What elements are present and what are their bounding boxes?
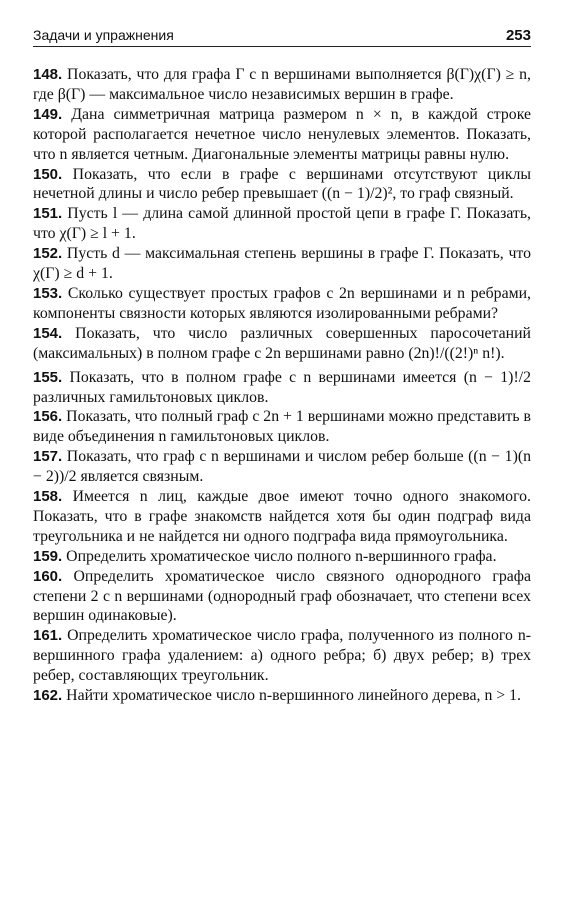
- problem-148: [33, 65, 531, 105]
- problem-number: 153.: [33, 284, 63, 302]
- problem-number: 154.: [33, 324, 63, 342]
- problem-text: Показать, что если в графе с вершинами отсутствуют циклы нечетной длины и число ребер превышает ((n − 1)/2)², то граф связный.: [33, 165, 531, 203]
- problem-text: Сколько существует простых графов с 2n вершинами и n ребрами, компоненты связности которых являются изолированными ребрами?: [33, 284, 531, 322]
- problem-text: Показать, что в полном графе с n вершинами имеется (n − 1)!/2 различных гамильтоновых циклов.: [33, 368, 531, 406]
- problem-number: 151.: [33, 205, 63, 223]
- problem-155: [33, 368, 531, 408]
- problem-number: 148.: [33, 66, 63, 83]
- problem-number: 149.: [33, 105, 63, 123]
- problem-number: 157.: [33, 448, 63, 466]
- problem-number: 155.: [33, 368, 63, 386]
- problem-text: Определить хроматическое число связного однородного графа степени 2 с n вершинами (однородный граф обозначает, что степени всех вершин одинаковые).: [33, 567, 531, 625]
- problem-157: [33, 447, 531, 487]
- problem-number: 162.: [33, 687, 63, 705]
- problem-text: Определить хроматическое число графа, полученного из полного n-вершинного графа удалением: а) одного ребра; б) двух ребер; в) трех ребер, составляющих треугольник.: [33, 627, 531, 685]
- problem-number: 150.: [33, 165, 63, 183]
- problem-text: Показать, что для графа Γ с n вершинами выполняется β(Γ)χ(Γ) ≥ n, где β(Γ) — максимальное число независимых вершин в графе.: [33, 66, 531, 103]
- problem-150: [33, 165, 531, 205]
- problem-number: 156.: [33, 408, 63, 426]
- problem-text: Пусть d — максимальная степень вершины в графе Γ. Показать, что χ(Γ) ≥ d + 1.: [33, 245, 531, 283]
- problem-number: 160.: [33, 567, 63, 585]
- problem-text: Показать, что полный граф с 2n + 1 вершинами можно представить в виде объединения n гамильтоновых циклов.: [33, 408, 531, 446]
- problem-156: [33, 407, 531, 447]
- problem-162: [33, 686, 531, 706]
- problem-text: Найти хроматическое число n-вершинного линейного дерева, n > 1.: [66, 687, 522, 705]
- problem-number: 158.: [33, 488, 63, 506]
- page-number: 253: [505, 27, 531, 44]
- problem-159: [33, 547, 531, 567]
- problem-153: [33, 284, 531, 324]
- problem-151: [33, 204, 531, 244]
- problem-number: 152.: [33, 245, 63, 263]
- problem-149: [33, 105, 531, 165]
- problem-158: [33, 487, 531, 547]
- problem-text: Показать, что граф с n вершинами и числом ребер больше ((n − 1)(n − 2))/2 является связным.: [33, 448, 531, 486]
- problem-154: [33, 324, 531, 364]
- problem-161: [33, 626, 531, 686]
- problem-160: [33, 567, 531, 627]
- problem-text: Дана симметричная матрица размером n × n, в каждой строке которой располагается нечетное число ненулевых элементов. Показать, что n является четным. Диагональные элементы матрицы равны нулю.: [33, 105, 531, 163]
- problem-number: 159.: [33, 547, 63, 565]
- problem-text: Имеется n лиц, каждые двое имеют точно одного знакомого. Показать, что в графе знакомств найдется хотя бы один подграф вида треугольника и не найдется ни одного подграфа вида прямоугольника.: [33, 488, 532, 545]
- section-title: Задачи и упражнения: [33, 27, 174, 43]
- problem-text: Показать, что число различных совершенных паросочетаний (максимальных) в полном графе с 2n вершинами равно (2n)!/((2!)ⁿ n!).: [33, 324, 532, 362]
- problem-number: 161.: [33, 627, 63, 645]
- problem-list: [33, 65, 531, 706]
- problem-152: [33, 244, 531, 284]
- problem-text: Пусть l — длина самой длинной простой цепи в графе Γ. Показать, что χ(Γ) ≥ l + 1.: [33, 205, 531, 243]
- problem-text: Определить хроматическое число полного n-вершинного графа.: [66, 547, 497, 565]
- running-header: [33, 22, 531, 47]
